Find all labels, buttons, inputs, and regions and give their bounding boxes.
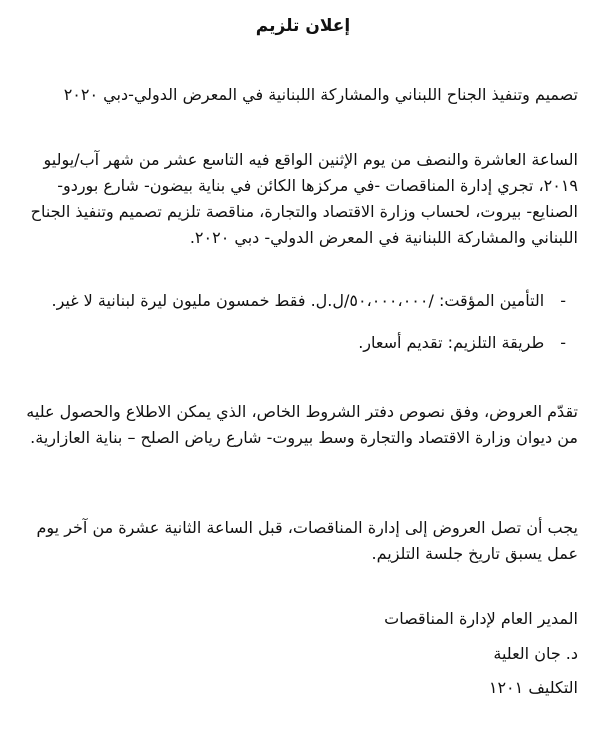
bullet-dash: -	[560, 333, 566, 352]
list-item-method	[22, 330, 578, 356]
list-item-deposit	[22, 288, 578, 314]
tender-subject: تصميم وتنفيذ الجناح اللبناني والمشاركة اللبنانية في المعرض الدولي-دبي ٢٠٢٠	[63, 85, 578, 104]
tender-paragraph-deadline: يجب أن تصل العروض إلى إدارة المناقصات، قبل الساعة الثانية عشرة من آخر يوم عمل يسبق تاريخ جلسة التلزيم.	[36, 518, 578, 563]
document-title: إعلان تلزيم	[255, 16, 351, 36]
signature-position: المدير العام لإدارة المناقصات	[384, 609, 578, 628]
signature-name: د. جان العلية	[493, 644, 578, 663]
method-text: طريقة التلزيم: تقديم أسعار.	[358, 333, 545, 352]
tender-paragraph-conditions: تقدّم العروض، وفق نصوص دفتر الشروط الخاص، الذي يمكن الاطلاع والحصول عليه من ديوان وزارة الاقتصاد والتجارة وسط بيروت- شارع رياض الصلح – بناية العازارية.	[26, 402, 578, 447]
tender-conditions-list	[22, 288, 578, 372]
tender-paragraph-schedule: الساعة العاشرة والنصف من يوم الإثنين الواقع فيه التاسع عشر من شهر آب/يوليو ٢٠١٩، تجري إدارة المناقصات -في مركزها الكائن في بناية بيضون- شارع بوردو- الصنايع- بيروت، لحساب وزارة الاقتصاد والتجارة، مناقصة تلزيم تصميم وتنفيذ الجناح اللبناني والمشاركة اللبنانية في المعرض الدولي- دبي ٢٠٢٠.	[30, 150, 578, 247]
deposit-text: التأمين المؤقت: /٥٠،٠٠٠،٠٠٠/ل.ل. فقط خمسون مليون ليرة لبنانية لا غير.	[51, 291, 545, 310]
bullet-dash: -	[560, 291, 566, 310]
signature-assignment: التكليف ١٢٠١	[488, 678, 578, 697]
